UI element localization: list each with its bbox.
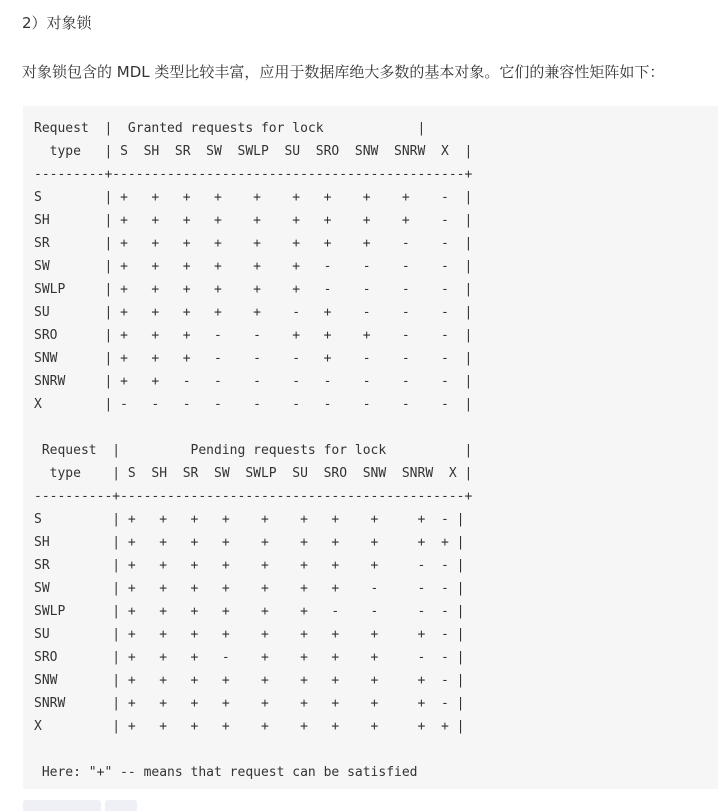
code-block [23,106,718,789]
section-heading: 2）对象锁 [22,14,92,32]
more-button[interactable] [105,800,137,811]
copy-button[interactable] [23,800,101,811]
lock-compatibility-matrix: Request | Granted requests for lock | type | S SH SR SW SWLP SU SRO SNW SNRW X | ---------+---------------------------------------------+ S | + + + + + + + + + - | SH | + + + + + + + + + - | SR | + + + + + + + + - - | SW | + + + + + + - - - - | SWLP | + + + + + + - - - - | SU | + + + + + - + - - - | SRO | + + + - - + + + - - | SNW | + + + - - - + - - - | SNRW | + + - - - - - - - - | X | - - - - - - - - - - | Request | Pending requests for lock | type | S SH SR SW SWLP SU SRO SNW SNRW X | ----------+--------------------------------------------+ S | + + + + + + + + + - | SH | + + + + + + + + + + | SR | + + + + + + + + - - | SW | + + + + + + + - - - | SWLP | + + + + + + - - - - | SU | + + + + + + + + + - | SRO | + + + - + + + + - - | SNW | + + + + + + + + + - | SNRW | + + + + + + + + + - | X | + + + + + + + + + + | Here: "+" -- means that request can be satisfied [34,121,473,780]
intro-paragraph: 对象锁包含的 MDL 类型比较丰富，应用于数据库绝大多数的基本对象。它们的兼容性矩阵如下： [22,63,665,81]
